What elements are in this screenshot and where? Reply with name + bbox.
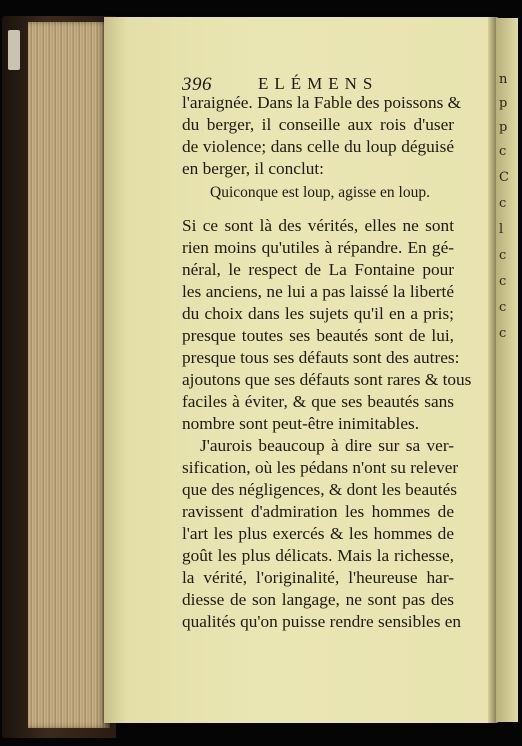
text-line: l'art les plus exercés & les hommes de: [182, 524, 454, 543]
facing-page-letter: n: [499, 72, 508, 87]
text-line: rien moins qu'utiles à répandre. En gé-: [182, 238, 454, 257]
text-line: goût les plus délicats. Mais la richesse,: [182, 546, 454, 565]
text-line: ajoutons que ses défauts sont rares & tous: [182, 370, 472, 389]
text-line: les anciens, ne lui a pas laissé la liberté: [182, 282, 454, 301]
page-number: 396: [182, 74, 212, 95]
text-line: presque tous ses défauts sont des autres:: [182, 348, 460, 367]
facing-page-letter: C: [499, 170, 509, 185]
facing-page-letter: c: [499, 300, 507, 315]
text-line: presque toutes ses beautés sont de lui,: [182, 326, 454, 345]
text-line: J'aurois beaucoup à dire sur sa ver-: [200, 436, 454, 455]
text-line: néral, le respect de La Fontaine pour: [182, 260, 454, 279]
facing-page-letter: c: [499, 326, 507, 341]
cover-highlight: [8, 30, 20, 70]
text-line: sification, où les pédans n'ont su relever: [182, 458, 459, 477]
text-line: que des négligences, & dont les beautés: [182, 480, 457, 499]
text-line: diesse de son langage, ne sont pas des: [182, 590, 454, 609]
text-line: nombre sont peut-être inimitables.: [182, 414, 420, 433]
text-line: du berger, il conseille aux rois d'user: [182, 115, 454, 134]
facing-page-letter: c: [499, 196, 507, 211]
verse-quote: Quiconque est loup, agisse en loup.: [210, 184, 430, 201]
running-head: ELÉMENS: [258, 74, 379, 93]
facing-page-letter: c: [499, 144, 507, 159]
text-line: faciles à éviter, & que ses beautés sans: [182, 392, 454, 411]
text-line: la vérité, l'originalité, l'heureuse har-: [182, 568, 454, 587]
facing-page-letter: c: [499, 274, 507, 289]
facing-page-letter: p: [499, 96, 508, 111]
text-line: ravissent d'admiration les hommes de: [182, 502, 454, 521]
text-line: en berger, il conclut:: [182, 159, 324, 178]
text-line: de violence; dans celle du loup déguisé: [182, 137, 454, 156]
text-line: qualités qu'on puisse rendre sensibles en: [182, 612, 462, 631]
facing-page-letter: c: [499, 248, 507, 263]
text-line: Si ce sont là des vérités, elles ne sont: [182, 216, 454, 235]
text-line: du choix dans les sujets qu'il en a pris;: [182, 304, 454, 323]
facing-page-letter: l: [499, 222, 504, 237]
facing-page-letter: p: [499, 120, 508, 135]
text-line: l'araignée. Dans la Fable des poissons &: [182, 93, 462, 112]
